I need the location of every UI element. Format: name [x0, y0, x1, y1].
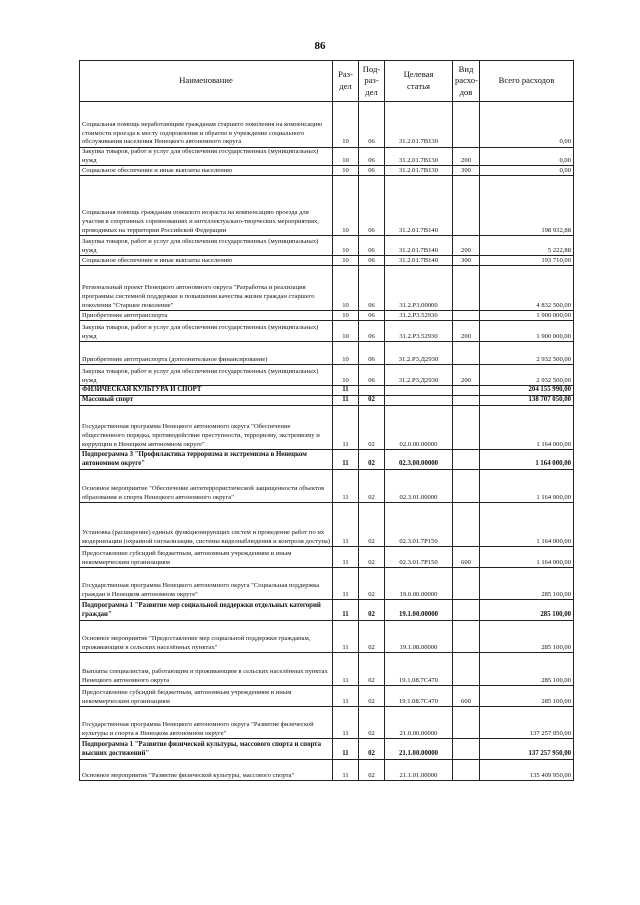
- row-razdel: 11: [333, 600, 359, 621]
- row-target: 31.2.Р3.Д2930: [385, 342, 453, 365]
- row-podrazdel: 02: [359, 686, 385, 707]
- row-name: Социальная помощь неработающим гражданам старшего поколения на компенсацию стоимости проезда к месту оздоровления и обратно в учреждение социального обслуживания населения Ненецкого автономного округа: [80, 102, 333, 148]
- row-total: 204 155 990,00: [480, 386, 574, 396]
- row-total: 137 257 950,00: [480, 739, 574, 760]
- row-name: Основное мероприятие "Предоставление мер социальной поддержки гражданам, проживающим в сельских населённых пунктах": [80, 621, 333, 653]
- row-name: Массовый спорт: [80, 396, 333, 406]
- header-vid: Вид расхо- дов: [453, 61, 480, 102]
- row-podrazdel: 06: [359, 102, 385, 148]
- row-target: 31.2.01.7В140: [385, 236, 453, 256]
- table-row: [80, 406, 574, 450]
- row-total: 285 100,00: [480, 600, 574, 621]
- table-row: [80, 547, 574, 568]
- table-row: [80, 707, 574, 739]
- budget-table: [79, 60, 574, 781]
- row-total: 1 164 000,00: [480, 450, 574, 470]
- row-total: 1 164 000,00: [480, 470, 574, 503]
- row-total: 1 900 000,00: [480, 321, 574, 342]
- table-row: [80, 311, 574, 321]
- row-podrazdel: 02: [359, 547, 385, 568]
- table-row: [80, 342, 574, 365]
- row-razdel: 10: [333, 311, 359, 321]
- row-name: Закупка товаров, работ и услуг для обеспечения государственных (муниципальных) нужд: [80, 236, 333, 256]
- row-podrazdel: 06: [359, 236, 385, 256]
- row-target: 31.2.01.7В130: [385, 166, 453, 176]
- row-total: 1 164 000,00: [480, 406, 574, 450]
- row-vid: [453, 176, 480, 236]
- table-row: [80, 148, 574, 166]
- row-name: Подпрограмма 3 "Профилактика терроризма и экстремизма в Ненецком автономном округе": [80, 450, 333, 470]
- row-vid: [453, 621, 480, 653]
- row-target: [385, 386, 453, 396]
- row-name: Государственная программа Ненецкого автономного округа "Обеспечение общественного порядка, противодействие преступности, терроризму, экстремизму и коррупции в Ненецком автономном округе": [80, 406, 333, 450]
- row-target: 02.0.00.00000: [385, 406, 453, 450]
- table-body: [80, 102, 574, 781]
- row-razdel: 11: [333, 653, 359, 686]
- row-vid: 600: [453, 547, 480, 568]
- row-target: 31.2.01.7В140: [385, 176, 453, 236]
- row-name: Закупка товаров, работ и услуг для обеспечения государственных (муниципальных) нужд: [80, 148, 333, 166]
- table-row: [80, 386, 574, 396]
- header-razdel: Раз- дел: [333, 61, 359, 102]
- row-razdel: 11: [333, 739, 359, 760]
- row-vid: 600: [453, 686, 480, 707]
- row-razdel: 11: [333, 406, 359, 450]
- row-vid: 200: [453, 236, 480, 256]
- row-podrazdel: 06: [359, 321, 385, 342]
- row-name: Предоставление субсидий бюджетным, автономным учреждениям и иным некоммерческим организациям: [80, 547, 333, 568]
- row-razdel: 10: [333, 102, 359, 148]
- table-row: [80, 653, 574, 686]
- row-total: 285 100,00: [480, 686, 574, 707]
- header-total: Всего расходов: [480, 61, 574, 102]
- row-vid: [453, 760, 480, 781]
- row-target: 19.1.08.00000: [385, 621, 453, 653]
- row-podrazdel: 06: [359, 176, 385, 236]
- row-total: 0,00: [480, 148, 574, 166]
- table-row: [80, 450, 574, 470]
- row-target: 02.3.00.00000: [385, 450, 453, 470]
- row-name: Подпрограмма 1 "Развитие физической культуры, массового спорта и спорта высших достижений": [80, 739, 333, 760]
- table-row: [80, 266, 574, 311]
- row-target: 19.1.08.7С470: [385, 686, 453, 707]
- row-name: Социальная помощь гражданам пожилого возраста на компенсацию проезда для участия в спортивных соревнованиях и интеллектуально-творческих мероприятиях, проводимых на территории Российской Федерации: [80, 176, 333, 236]
- row-vid: [453, 102, 480, 148]
- row-vid: 300: [453, 166, 480, 176]
- row-podrazdel: 06: [359, 311, 385, 321]
- row-name: Государственная программа Ненецкого автономного округа "Развитие физической культуры и спорта в Ненецком автономном округе": [80, 707, 333, 739]
- row-podrazdel: 06: [359, 342, 385, 365]
- row-vid: [453, 653, 480, 686]
- row-total: 1 164 000,00: [480, 547, 574, 568]
- table-row: [80, 396, 574, 406]
- row-vid: 200: [453, 365, 480, 386]
- row-name: Закупка товаров, работ и услуг для обеспечения государственных (муниципальных) нужд: [80, 321, 333, 342]
- row-total: 2 932 500,00: [480, 342, 574, 365]
- row-razdel: 11: [333, 503, 359, 547]
- row-total: 137 257 950,00: [480, 707, 574, 739]
- row-name: Основное мероприятие "Развитие физической культуры, массового спорта": [80, 760, 333, 781]
- page-number: 86: [314, 40, 326, 52]
- row-total: 198 932,88: [480, 176, 574, 236]
- row-razdel: 10: [333, 342, 359, 365]
- table-row: [80, 568, 574, 600]
- table-row: [80, 166, 574, 176]
- row-podrazdel: 02: [359, 707, 385, 739]
- row-vid: [453, 386, 480, 396]
- table-row: [80, 600, 574, 621]
- row-target: 19.1.00.00000: [385, 600, 453, 621]
- row-razdel: 10: [333, 148, 359, 166]
- row-vid: [453, 342, 480, 365]
- row-razdel: 11: [333, 760, 359, 781]
- row-total: 2 932 500,00: [480, 365, 574, 386]
- row-vid: [453, 311, 480, 321]
- row-vid: [453, 568, 480, 600]
- row-razdel: 10: [333, 365, 359, 386]
- row-razdel: 11: [333, 621, 359, 653]
- row-razdel: 11: [333, 450, 359, 470]
- row-razdel: 10: [333, 266, 359, 311]
- row-total: 5 222,88: [480, 236, 574, 256]
- row-name: Предоставление субсидий бюджетным, автономным учреждениям и иным некоммерческим организациям: [80, 686, 333, 707]
- row-name: Выплаты специалистам, работающим и проживающим в сельских населённых пунктах Ненецкого автономного округа: [80, 653, 333, 686]
- table-row: [80, 102, 574, 148]
- table-row: [80, 365, 574, 386]
- row-name: Социальное обеспечение и иные выплаты населению: [80, 256, 333, 266]
- row-name: ФИЗИЧЕСКАЯ КУЛЬТУРА И СПОРТ: [80, 386, 333, 396]
- row-name: Основное мероприятие "Обеспечение антитеррористической защищенности объектов образования и спорта Ненецкого автономного округа": [80, 470, 333, 503]
- row-name: Приобретение автотранспорта (дополнительное финансирование): [80, 342, 333, 365]
- row-podrazdel: 02: [359, 568, 385, 600]
- row-vid: [453, 600, 480, 621]
- row-podrazdel: 02: [359, 406, 385, 450]
- table-row: [80, 739, 574, 760]
- row-vid: [453, 266, 480, 311]
- row-vid: [453, 406, 480, 450]
- row-podrazdel: 02: [359, 450, 385, 470]
- row-target: 02.3.01.00000: [385, 470, 453, 503]
- row-razdel: 10: [333, 236, 359, 256]
- row-target: 02.3.01.7Р150: [385, 503, 453, 547]
- row-name: Приобретение автотранспорта: [80, 311, 333, 321]
- row-total: 285 100,00: [480, 621, 574, 653]
- row-podrazdel: 02: [359, 470, 385, 503]
- row-total: 285 100,00: [480, 653, 574, 686]
- row-total: 1 164 000,00: [480, 503, 574, 547]
- row-target: 31.2.01.7В130: [385, 148, 453, 166]
- row-total: 4 832 500,00: [480, 266, 574, 311]
- row-podrazdel: 06: [359, 166, 385, 176]
- row-vid: [453, 396, 480, 406]
- row-total: 0,00: [480, 102, 574, 148]
- row-target: 02.3.01.7Р150: [385, 547, 453, 568]
- row-podrazdel: 02: [359, 653, 385, 686]
- table-row: [80, 760, 574, 781]
- row-total: 285 100,00: [480, 568, 574, 600]
- row-podrazdel: 06: [359, 256, 385, 266]
- row-name: Региональный проект Ненецкого автономного округа "Разработка и реализация программы системной поддержки и повышения качества жизни граждан старшего поколения "Старшее поколение": [80, 266, 333, 311]
- header-name: Наименование: [80, 61, 333, 102]
- row-total: 0,00: [480, 166, 574, 176]
- row-razdel: 11: [333, 707, 359, 739]
- table-row: [80, 321, 574, 342]
- row-name: Государственная программа Ненецкого автономного округа "Социальная поддержка граждан в Ненецком автономном округе": [80, 568, 333, 600]
- row-razdel: 10: [333, 256, 359, 266]
- row-total: 135 409 950,00: [480, 760, 574, 781]
- row-podrazdel: 06: [359, 365, 385, 386]
- table-row: [80, 256, 574, 266]
- row-target: 21.1.01.00000: [385, 760, 453, 781]
- row-target: 21.1.00.00000: [385, 739, 453, 760]
- row-vid: 200: [453, 148, 480, 166]
- table-row: [80, 503, 574, 547]
- table-row: [80, 176, 574, 236]
- header-target: Целевая статья: [385, 61, 453, 102]
- row-podrazdel: 02: [359, 760, 385, 781]
- row-name: Закупка товаров, работ и услуг для обеспечения государственных (муниципальных) нужд: [80, 365, 333, 386]
- row-target: 31.2.01.7В140: [385, 256, 453, 266]
- row-podrazdel: 02: [359, 396, 385, 406]
- row-razdel: 10: [333, 321, 359, 342]
- row-razdel: 11: [333, 470, 359, 503]
- table-row: [80, 686, 574, 707]
- row-target: [385, 396, 453, 406]
- row-target: 19.1.08.7С470: [385, 653, 453, 686]
- row-total: 193 710,00: [480, 256, 574, 266]
- row-target: 19.0.00.00000: [385, 568, 453, 600]
- row-vid: [453, 470, 480, 503]
- row-target: 31.2.Р3.Д2930: [385, 365, 453, 386]
- row-podrazdel: 02: [359, 503, 385, 547]
- row-total: 1 900 000,00: [480, 311, 574, 321]
- row-vid: [453, 739, 480, 760]
- row-target: 31.2.Р3.52930: [385, 321, 453, 342]
- row-name: Установка (расширение) единых функционирующих систем и проведение работ по их модернизации (охранной сигнализации, системы видеонаблюдения и контроля доступа): [80, 503, 333, 547]
- row-vid: 300: [453, 256, 480, 266]
- row-podrazdel: 02: [359, 621, 385, 653]
- row-target: 31.2.Р3.00000: [385, 266, 453, 311]
- row-razdel: 10: [333, 166, 359, 176]
- row-name: Подпрограмма 1 "Развитие мер социальной поддержки отдельных категорий граждан": [80, 600, 333, 621]
- row-target: 21.0.00.00000: [385, 707, 453, 739]
- row-podrazdel: 02: [359, 739, 385, 760]
- row-razdel: 11: [333, 568, 359, 600]
- table-row: [80, 470, 574, 503]
- row-target: 31.2.01.7В130: [385, 102, 453, 148]
- row-razdel: 11: [333, 547, 359, 568]
- table-row: [80, 236, 574, 256]
- table-header-row: [80, 61, 574, 102]
- table-row: [80, 621, 574, 653]
- header-podrazdel: Под- раз- дел: [359, 61, 385, 102]
- row-podrazdel: 06: [359, 148, 385, 166]
- row-razdel: 11: [333, 396, 359, 406]
- row-target: 31.2.Р3.52930: [385, 311, 453, 321]
- row-podrazdel: [359, 386, 385, 396]
- row-vid: [453, 450, 480, 470]
- row-total: 138 707 050,00: [480, 396, 574, 406]
- row-podrazdel: 06: [359, 266, 385, 311]
- row-razdel: 11: [333, 686, 359, 707]
- row-podrazdel: 02: [359, 600, 385, 621]
- row-razdel: 10: [333, 176, 359, 236]
- row-vid: 200: [453, 321, 480, 342]
- row-razdel: 11: [333, 386, 359, 396]
- row-vid: [453, 503, 480, 547]
- row-name: Социальное обеспечение и иные выплаты населению: [80, 166, 333, 176]
- row-vid: [453, 707, 480, 739]
